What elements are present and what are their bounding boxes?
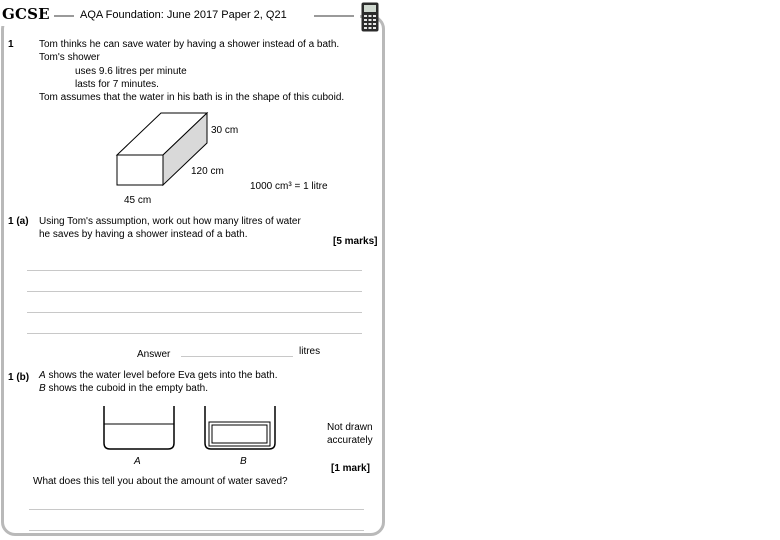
shower-heading: Tom's shower (39, 52, 100, 63)
header-rule-left (54, 15, 74, 17)
part-a-marks: [5 marks] (333, 236, 378, 247)
bath-b-label: B (240, 456, 247, 467)
answer-unit: litres (299, 346, 321, 357)
working-line-1 (27, 270, 362, 271)
cuboid-height-label: 30 cm (211, 125, 239, 136)
part-b-number: 1 (b) (8, 372, 30, 383)
assumption-text: Tom assumes that the water in his bath is in the shape of this cuboid. (39, 92, 345, 103)
bath-b-diagram (202, 405, 278, 451)
part-b-marks: [1 mark] (331, 463, 370, 474)
part-b-line1-text: shows the water level before Eva gets into the bath. (45, 370, 278, 381)
question-number: 1 (8, 39, 14, 50)
part-b-letter-a: A (39, 370, 46, 381)
paper-title: AQA Foundation: June 2017 Paper 2, Q21 (80, 9, 287, 21)
not-drawn-note-line2: accurately (327, 435, 373, 446)
part-b-line2-text: shows the cuboid in the empty bath. (45, 383, 208, 394)
cuboid-length-label: 120 cm (191, 166, 224, 177)
response-line-2 (29, 530, 364, 531)
answer-input-line[interactable] (181, 356, 293, 357)
part-b-line2 (39, 382, 208, 395)
bath-a-label: A (134, 456, 141, 467)
calculator-icon (361, 2, 379, 32)
header-rule-right (314, 15, 354, 17)
intro-text: Tom thinks he can save water by having a shower instead of a bath. (39, 39, 340, 50)
working-line-2 (27, 291, 362, 292)
part-b-line1 (39, 369, 277, 382)
part-a-line1: Using Tom's assumption, work out how many litres of water (39, 216, 301, 227)
working-line-3 (27, 312, 362, 313)
working-line-4 (27, 333, 362, 334)
part-b-question: What does this tell you about the amount of water saved? (33, 476, 288, 487)
cuboid-width-label: 45 cm (124, 195, 152, 206)
answer-label: Answer (137, 349, 171, 360)
shower-time: lasts for 7 minutes. (75, 79, 159, 90)
part-a-number: 1 (a) (8, 216, 29, 227)
bath-a-diagram (101, 405, 177, 451)
brand-logo: GCSE (2, 5, 50, 23)
not-drawn-note-line1: Not drawn (327, 422, 373, 433)
part-a-line2: he saves by having a shower instead of a bath. (39, 229, 248, 240)
unit-conversion: 1000 cm³ = 1 litre (250, 181, 328, 192)
response-line-1 (29, 509, 364, 510)
shower-rate: uses 9.6 litres per minute (75, 66, 187, 77)
part-b-letter-b: B (39, 383, 46, 394)
